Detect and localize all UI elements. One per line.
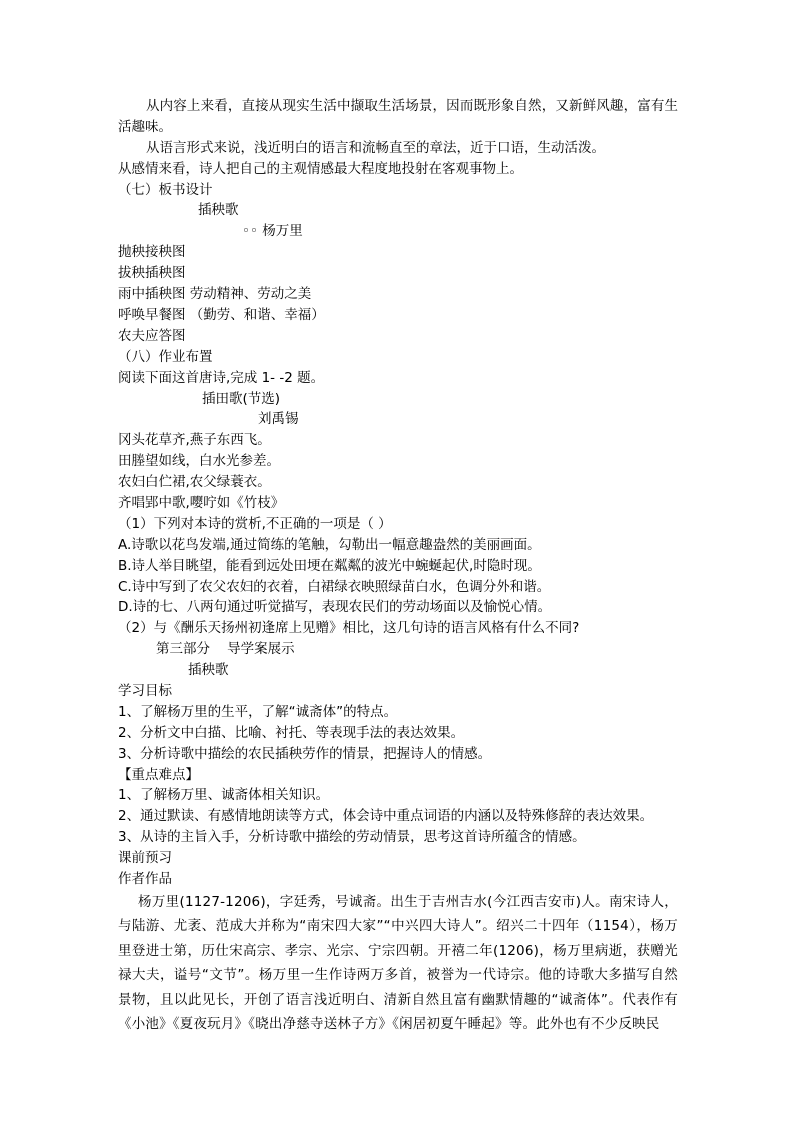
learning-goal: 1、了解杨万里的生平，了解“诚斋体”的特点。 — [118, 703, 398, 720]
poem-title: 插秧歌 — [198, 202, 239, 219]
key-point: 1、了解杨万里、诚斋体相关知识。 — [118, 787, 330, 804]
poem-author: ◦◦ 杨万里 — [242, 223, 303, 240]
section-heading-blackboard: （七）板书设计 — [118, 181, 213, 198]
part-three-heading: 第三部分 导学案展示 — [156, 641, 295, 658]
section-heading-homework: （八）作业布置 — [118, 348, 213, 365]
analysis-paragraph-content — [118, 96, 678, 138]
poem-verse: 农妇白伫裙,农父绿蓑衣。 — [118, 474, 271, 491]
board-item: 农夫应答图 — [118, 327, 186, 344]
option-a: A.诗歌以花鸟发端,通过简练的笔触，勾勒出一幅意趣盎然的美丽画面。 — [118, 536, 541, 553]
author-works-heading: 作者作品 — [118, 870, 172, 887]
poem-verse: 齐唱郢中歌,嘤咛如《竹枝》 — [118, 494, 285, 511]
poem-verse: 冈头花草齐,燕子东西飞。 — [118, 432, 271, 449]
homework-instruction: 阅读下面这首唐诗,完成 1- -2 题。 — [118, 369, 325, 386]
learning-goal: 2、分析文中白描、比喻、衬托、等表现手法的表达效果。 — [118, 724, 465, 741]
learning-goal: 3、分析诗歌中描绘的农民插秧劳作的情景，把握诗人的情感。 — [118, 745, 492, 762]
paragraph-emotion-analysis: 从感情来看，诗人把自己的主观情感最大程度地投射在客观事物上。 — [118, 160, 523, 177]
poem-verse: 田塍望如线，白水光参差。 — [118, 453, 280, 470]
key-points-heading: 【重点难点】 — [118, 766, 199, 783]
preview-heading: 课前预习 — [118, 850, 172, 867]
poem2-author: 刘禹锡 — [258, 411, 299, 428]
key-point: 3、从诗的主旨入手，分析诗歌中描绘的劳动情景，思考这首诗所蕴含的情感。 — [118, 829, 586, 846]
board-item: 拔秧插秧图 — [118, 265, 186, 282]
option-c: C.诗中写到了农父农妇的衣着，白裙绿衣映照绿苗白水，色调分外和谐。 — [118, 578, 551, 595]
question-1: （1）下列对本诗的赏析,不正确的一项是（ ） — [118, 515, 392, 532]
document-page — [118, 96, 678, 1037]
author-biography — [118, 890, 678, 1037]
option-d: D.诗的七、八两句通过听觉描写，表现农民们的劳动场面以及愉悦心情。 — [118, 599, 552, 616]
biography-text: 杨万里(1127-1206)，字廷秀，号诚斋。出生于吉州吉水(今江西吉安市)人。南宋诗人，与陆游、尤袤、范成大并称为“南宋四大家”“中兴四大诗人”。绍兴二十四年（1154），杨万里登进士第，历仕宋高宗、孝宗、光宗、宁宗四朝。开禧二年(1206)，杨万里病逝，获赠光禄大夫，谥号“文节”。杨万里一生作诗两万多首，被誉为一代诗宗。他的诗歌大多描写自然景物，且以此见长，开创了语言浅近明白、清新自然且富有幽默情趣的“诚斋体”。代表作有《小池》《夏夜玩月》《晓出净慈寺送林子方》《闲居初夏午睡起》等。此外也有不少反映民 — [118, 893, 678, 1033]
question-2: （2）与《酬乐天扬州初逢席上见赠》相比，这几句诗的语言风格有什么不同? — [118, 620, 580, 637]
learning-goals-heading: 学习目标 — [118, 682, 172, 699]
option-b: B.诗人举目眺望，能看到远处田埂在粼粼的波光中蜿蜒起伏,时隐时现。 — [118, 557, 541, 574]
board-item: 抛秧接秧图 — [118, 244, 186, 261]
paragraph-content-analysis: 从内容上来看，直接从现实生活中撷取生活场景，因而既形象自然，又新鲜风趣，富有生活趣味。 — [118, 98, 678, 135]
board-item: 雨中插秧图 劳动精神、劳动之美 — [118, 286, 312, 303]
key-point: 2、通过默读、有感情地朗读等方式，体会诗中重点词语的内涵以及特殊修辞的表达效果。 — [118, 808, 654, 825]
board-item: 呼唤早餐图 （勤劳、和谐、幸福） — [118, 306, 325, 323]
paragraph-language-analysis: 从语言形式来说，浅近明白的语言和流畅直至的章法，近于口语，生动活泼。 — [146, 139, 605, 156]
part-three-title: 插秧歌 — [188, 662, 229, 679]
poem2-title: 插田歌(节选) — [202, 390, 281, 407]
